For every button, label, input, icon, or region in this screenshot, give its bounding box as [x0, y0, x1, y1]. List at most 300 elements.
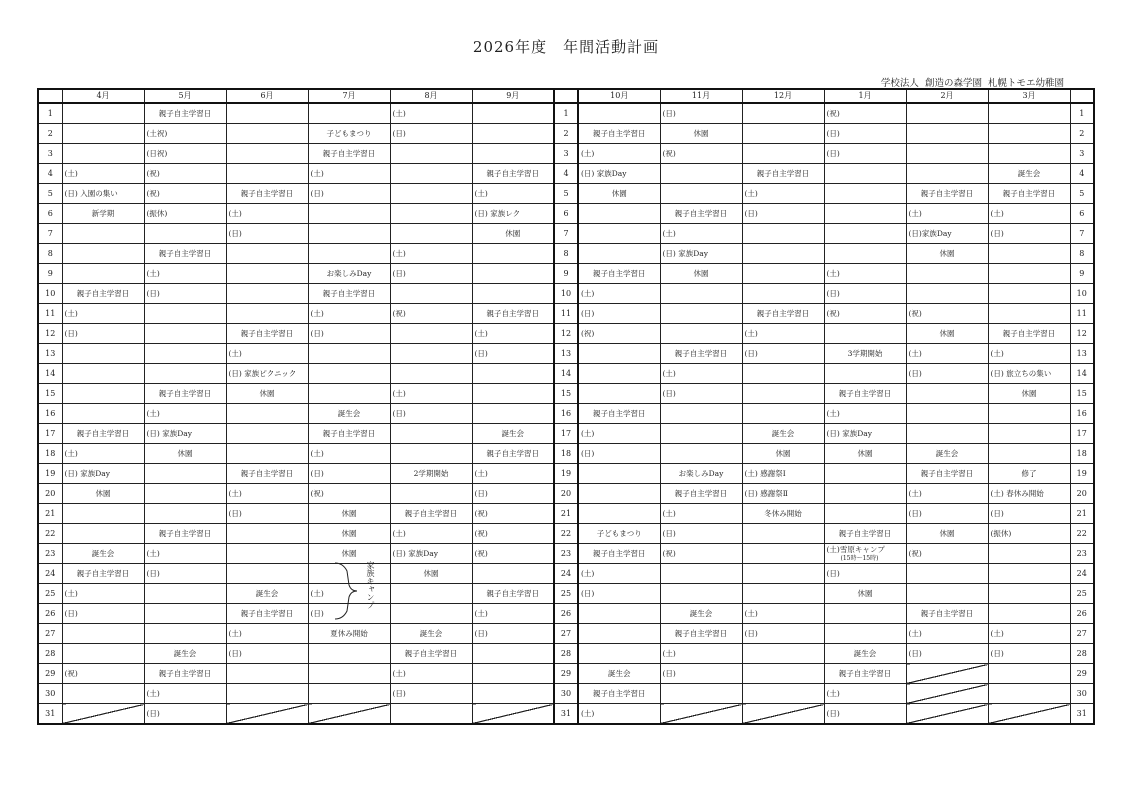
event-cell [390, 424, 472, 444]
event-cell: (土) [390, 103, 472, 124]
day-number: 30 [1070, 684, 1094, 704]
day-number: 31 [554, 704, 578, 725]
event-cell [472, 664, 554, 684]
day-number: 18 [38, 444, 62, 464]
event-cell [906, 264, 988, 284]
event-cell [578, 244, 660, 264]
event-cell: (日)家族Day [906, 224, 988, 244]
day-number: 16 [554, 404, 578, 424]
event-cell: (日) [62, 604, 144, 624]
event-cell [824, 624, 906, 644]
event-cell [742, 664, 824, 684]
event-cell: 誕生会 [988, 164, 1070, 184]
day-number: 30 [38, 684, 62, 704]
event-cell [742, 684, 824, 704]
day-column-header [554, 89, 578, 103]
event-cell [62, 124, 144, 144]
event-cell: (日) 感謝祭Ⅱ [742, 484, 824, 504]
day-number: 27 [554, 624, 578, 644]
day-number: 29 [1070, 664, 1094, 684]
event-cell [824, 364, 906, 384]
event-cell: 親子自主学習日 [824, 524, 906, 544]
event-cell: (日) 旅立ちの集い [988, 364, 1070, 384]
event-cell: 休園 [660, 264, 742, 284]
event-cell [906, 704, 988, 725]
event-cell [472, 404, 554, 424]
event-cell: (土) [62, 164, 144, 184]
event-cell: (土) [906, 204, 988, 224]
event-cell [62, 704, 144, 725]
event-cell [226, 564, 308, 584]
day-number: 2 [38, 124, 62, 144]
event-cell [62, 344, 144, 364]
event-cell: 誕生会 [660, 604, 742, 624]
day-column-header [1070, 89, 1094, 103]
event-cell: (日) 家族Day [660, 244, 742, 264]
event-cell: 誕生会 [824, 644, 906, 664]
day-row [38, 364, 1094, 384]
event-cell [660, 564, 742, 584]
day-number: 6 [38, 204, 62, 224]
event-cell: (土) [742, 324, 824, 344]
event-cell: (日) 家族レク [472, 204, 554, 224]
event-cell: (日) [906, 504, 988, 524]
event-cell: (日) [578, 304, 660, 324]
event-cell [226, 304, 308, 324]
event-cell [308, 364, 390, 384]
day-number: 24 [1070, 564, 1094, 584]
event-cell: 親子自主学習日 [578, 684, 660, 704]
event-cell: (日) [308, 464, 390, 484]
event-cell: (土) [660, 504, 742, 524]
event-cell: 親子自主学習日 [472, 584, 554, 604]
event-cell: 休園 [226, 384, 308, 404]
event-cell: 親子自主学習日 [226, 464, 308, 484]
event-cell [472, 364, 554, 384]
event-cell [308, 704, 390, 725]
event-cell [308, 224, 390, 244]
event-cell [824, 244, 906, 264]
event-cell: 親子自主学習日 [144, 384, 226, 404]
event-cell [578, 604, 660, 624]
event-cell [988, 284, 1070, 304]
event-cell [824, 224, 906, 244]
day-row [38, 384, 1094, 404]
event-cell: (土) [660, 364, 742, 384]
page-title: 2026年度 年間活動計画 [472, 38, 660, 56]
day-number: 26 [554, 604, 578, 624]
event-cell [226, 264, 308, 284]
event-cell: 親子自主学習日 [390, 504, 472, 524]
day-number: 11 [1070, 304, 1094, 324]
event-cell [226, 524, 308, 544]
event-cell: 休園 [308, 524, 390, 544]
event-cell [144, 604, 226, 624]
day-number: 5 [1070, 184, 1094, 204]
event-cell: (日) [824, 564, 906, 584]
event-cell [390, 284, 472, 304]
event-cell [308, 644, 390, 664]
event-cell: お楽しみDay [660, 464, 742, 484]
event-cell: (土) [660, 224, 742, 244]
event-cell: (日) 家族ピクニック [226, 364, 308, 384]
event-cell [472, 644, 554, 664]
event-cell [660, 324, 742, 344]
event-cell: 休園 [742, 444, 824, 464]
event-cell [988, 684, 1070, 704]
event-cell [742, 224, 824, 244]
event-cell: 休園 [578, 184, 660, 204]
event-cell: 親子自主学習日 [988, 324, 1070, 344]
event-cell: 親子自主学習日 [906, 184, 988, 204]
day-number: 21 [554, 504, 578, 524]
day-number: 17 [38, 424, 62, 444]
event-cell: 休園 [472, 224, 554, 244]
day-number: 3 [1070, 144, 1094, 164]
day-number: 1 [38, 103, 62, 124]
day-number: 23 [554, 544, 578, 564]
event-cell: 親子自主学習日 [144, 103, 226, 124]
event-cell: 休園 [906, 324, 988, 344]
event-cell [988, 244, 1070, 264]
event-cell [472, 244, 554, 264]
day-number: 9 [554, 264, 578, 284]
event-cell [988, 664, 1070, 684]
event-cell: (土) [578, 564, 660, 584]
event-cell [226, 544, 308, 564]
event-cell [62, 103, 144, 124]
event-cell: 休園 [144, 444, 226, 464]
event-cell: (土) [742, 184, 824, 204]
event-cell: 冬休み開始 [742, 504, 824, 524]
event-cell [144, 344, 226, 364]
day-number: 12 [38, 324, 62, 344]
event-cell [62, 264, 144, 284]
event-cell: 誕生会 [390, 624, 472, 644]
day-number: 14 [1070, 364, 1094, 384]
month-header: 3月 [988, 89, 1070, 103]
day-number: 11 [38, 304, 62, 324]
calendar-body [38, 103, 1094, 724]
event-cell: (祝) [308, 484, 390, 504]
event-cell: (祝) [578, 324, 660, 344]
event-cell: 休園 [824, 444, 906, 464]
event-cell: (日) [742, 204, 824, 224]
day-row [38, 704, 1094, 725]
event-cell [472, 704, 554, 725]
event-cell [742, 524, 824, 544]
month-header: 8月 [390, 89, 472, 103]
day-row [38, 644, 1094, 664]
event-cell [62, 644, 144, 664]
event-cell: (土) [226, 344, 308, 364]
event-cell [824, 604, 906, 624]
day-number: 21 [1070, 504, 1094, 524]
day-number: 4 [38, 164, 62, 184]
day-number: 14 [554, 364, 578, 384]
event-cell: (日) [660, 524, 742, 544]
event-cell: (祝) [62, 664, 144, 684]
event-cell [824, 484, 906, 504]
day-number: 28 [1070, 644, 1094, 664]
day-number: 20 [1070, 484, 1094, 504]
event-cell: (祝) [144, 164, 226, 184]
event-cell: 親子自主学習日 [660, 624, 742, 644]
day-number: 8 [1070, 244, 1094, 264]
day-number: 27 [1070, 624, 1094, 644]
month-header: 9月 [472, 89, 554, 103]
event-cell [742, 264, 824, 284]
event-cell: 休園 [906, 244, 988, 264]
event-cell: (日) [308, 184, 390, 204]
day-number: 29 [554, 664, 578, 684]
event-cell: (日) [226, 644, 308, 664]
event-cell: 休園 [906, 524, 988, 544]
event-cell: 休園 [62, 484, 144, 504]
event-cell: 誕生会 [308, 404, 390, 424]
event-cell: (日) [390, 264, 472, 284]
day-number: 1 [554, 103, 578, 124]
event-cell [660, 704, 742, 725]
event-cell [308, 664, 390, 684]
event-cell [578, 204, 660, 224]
day-number: 4 [554, 164, 578, 184]
event-cell [988, 444, 1070, 464]
event-cell [824, 164, 906, 184]
event-cell: 親子自主学習日 [226, 604, 308, 624]
event-cell: 誕生会 [144, 644, 226, 664]
event-cell: (日) [742, 624, 824, 644]
event-cell [742, 244, 824, 264]
event-cell: 修了 [988, 464, 1070, 484]
day-row [38, 244, 1094, 264]
event-cell: (日) [390, 124, 472, 144]
event-cell [906, 384, 988, 404]
day-row [38, 184, 1094, 204]
event-cell: 親子自主学習日 [62, 564, 144, 584]
day-row [38, 444, 1094, 464]
event-cell [308, 244, 390, 264]
event-cell [906, 144, 988, 164]
event-cell [660, 444, 742, 464]
day-row [38, 544, 1094, 564]
day-number: 6 [554, 204, 578, 224]
day-number: 28 [554, 644, 578, 664]
month-header: 6月 [226, 89, 308, 103]
event-cell: (振休) [144, 204, 226, 224]
event-cell: (日) [660, 103, 742, 124]
event-cell: (日) [144, 284, 226, 304]
day-row [38, 304, 1094, 324]
event-cell: (土) [144, 684, 226, 704]
day-number: 12 [1070, 324, 1094, 344]
event-cell: 親子自主学習日 [824, 384, 906, 404]
event-cell [906, 103, 988, 124]
event-cell: (土) [62, 584, 144, 604]
event-cell: 親子自主学習日 [62, 284, 144, 304]
event-cell [578, 624, 660, 644]
event-cell [742, 144, 824, 164]
day-row [38, 624, 1094, 644]
event-cell [62, 244, 144, 264]
event-cell: 親子自主学習日 [390, 644, 472, 664]
event-cell: 誕生会 [226, 584, 308, 604]
day-number: 15 [554, 384, 578, 404]
event-cell: (土) [988, 624, 1070, 644]
day-number: 22 [1070, 524, 1094, 544]
event-cell: (日) [988, 224, 1070, 244]
event-cell [906, 564, 988, 584]
event-cell: (土) [62, 444, 144, 464]
event-cell [62, 224, 144, 244]
event-cell [660, 284, 742, 304]
event-cell: (日) [824, 124, 906, 144]
event-cell [578, 103, 660, 124]
event-cell: (日) [226, 224, 308, 244]
day-row [38, 224, 1094, 244]
event-cell: 親子自主学習日 [906, 604, 988, 624]
event-cell: (日) [226, 504, 308, 524]
day-number: 10 [1070, 284, 1094, 304]
event-cell: 親子自主学習日 [308, 144, 390, 164]
event-cell [226, 444, 308, 464]
event-cell [988, 584, 1070, 604]
event-cell: 休園 [988, 384, 1070, 404]
event-cell: (日) [824, 284, 906, 304]
event-cell: (土) [308, 304, 390, 324]
day-number: 10 [554, 284, 578, 304]
event-cell [742, 384, 824, 404]
event-cell: (日) 家族Day [578, 164, 660, 184]
event-cell: (日) 家族Day [824, 424, 906, 444]
event-cell: (土) [472, 464, 554, 484]
event-cell: (日) [660, 384, 742, 404]
event-cell: (日) [308, 324, 390, 344]
event-cell [144, 224, 226, 244]
day-number: 25 [1070, 584, 1094, 604]
event-cell [226, 684, 308, 704]
day-number: 23 [1070, 544, 1094, 564]
event-cell: (日) [472, 484, 554, 504]
event-cell [472, 144, 554, 164]
day-number: 18 [554, 444, 578, 464]
event-cell: (土) [988, 344, 1070, 364]
day-number: 14 [38, 364, 62, 384]
event-cell [62, 404, 144, 424]
event-cell: (日) [144, 564, 226, 584]
month-header: 5月 [144, 89, 226, 103]
event-cell: 休園 [308, 504, 390, 524]
event-cell: (祝) [906, 544, 988, 564]
event-cell: (土) 感謝祭Ⅰ [742, 464, 824, 484]
event-cell: (土) [472, 604, 554, 624]
day-row [38, 124, 1094, 144]
event-cell: 休園 [390, 564, 472, 584]
event-cell: (土) [308, 584, 390, 604]
event-cell [308, 384, 390, 404]
event-cell [988, 144, 1070, 164]
event-cell: 夏休み開始 [308, 624, 390, 644]
event-cell: 親子自主学習日 [472, 164, 554, 184]
day-number: 7 [554, 224, 578, 244]
day-row [38, 564, 1094, 584]
day-number: 31 [38, 704, 62, 725]
day-number: 9 [1070, 264, 1094, 284]
event-cell: (土) [472, 324, 554, 344]
event-cell: 親子自主学習日 [472, 444, 554, 464]
event-cell: 休園 [824, 584, 906, 604]
event-cell [390, 444, 472, 464]
event-cell [62, 684, 144, 704]
event-cell [578, 504, 660, 524]
event-cell [742, 564, 824, 584]
day-number: 2 [1070, 124, 1094, 144]
event-cell [144, 304, 226, 324]
event-cell: (祝) [472, 524, 554, 544]
event-cell [906, 664, 988, 684]
day-number: 27 [38, 624, 62, 644]
event-cell [390, 344, 472, 364]
day-row [38, 524, 1094, 544]
day-number: 22 [38, 524, 62, 544]
event-cell [390, 584, 472, 604]
event-cell: 親子自主学習日 [906, 464, 988, 484]
event-cell: (土) [144, 264, 226, 284]
event-cell: (日) [308, 604, 390, 624]
event-cell: (日) 家族Day [144, 424, 226, 444]
event-cell [988, 304, 1070, 324]
event-cell [226, 164, 308, 184]
day-number: 31 [1070, 704, 1094, 725]
event-cell: (土) [824, 264, 906, 284]
day-number: 22 [554, 524, 578, 544]
event-cell [742, 584, 824, 604]
day-number: 21 [38, 504, 62, 524]
event-cell [226, 284, 308, 304]
event-cell [390, 164, 472, 184]
event-cell [226, 103, 308, 124]
month-header: 4月 [62, 89, 144, 103]
event-cell [308, 204, 390, 224]
event-cell: (日) [660, 664, 742, 684]
day-row [38, 684, 1094, 704]
event-cell [742, 124, 824, 144]
event-cell: (土) [906, 624, 988, 644]
day-number: 30 [554, 684, 578, 704]
event-cell: 親子自主学習日 [578, 124, 660, 144]
event-cell: 親子自主学習日 [742, 164, 824, 184]
event-cell: (土) [144, 544, 226, 564]
event-cell: (祝) [906, 304, 988, 324]
event-cell [660, 164, 742, 184]
day-number: 15 [1070, 384, 1094, 404]
event-cell [578, 384, 660, 404]
day-row [38, 484, 1094, 504]
event-cell [988, 424, 1070, 444]
event-cell [62, 384, 144, 404]
event-cell: (土) [390, 384, 472, 404]
event-cell: (祝) [824, 103, 906, 124]
day-row [38, 144, 1094, 164]
day-row [38, 324, 1094, 344]
day-row [38, 264, 1094, 284]
event-cell: (土) 春休み開始 [988, 484, 1070, 504]
event-cell: 誕生会 [578, 664, 660, 684]
snow-camp-time-note: (15時～15時) [840, 554, 879, 562]
event-cell: 2学期開始 [390, 464, 472, 484]
event-cell [578, 484, 660, 504]
day-number: 2 [554, 124, 578, 144]
